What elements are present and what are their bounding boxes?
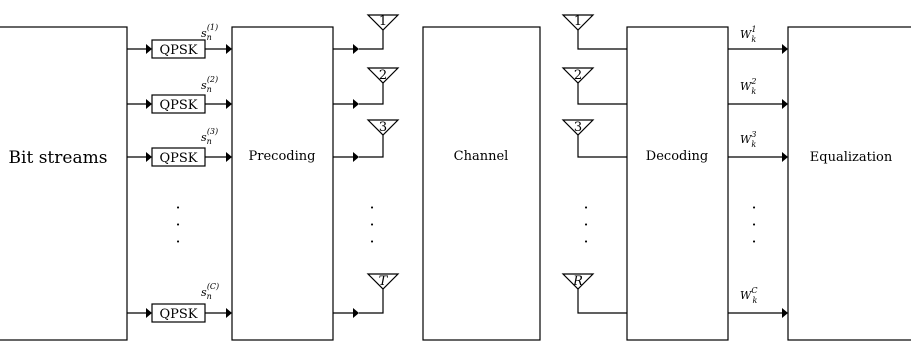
antenna-label: 1 bbox=[378, 14, 388, 29]
antenna-label: T bbox=[378, 274, 388, 289]
qpsk-label: QPSK bbox=[159, 151, 198, 166]
svg-text:·: · bbox=[583, 198, 589, 217]
tx-antenna bbox=[333, 68, 398, 109]
output-label: $W^1$ k bbox=[740, 25, 757, 44]
output-label: $W^3$ k bbox=[740, 130, 757, 149]
qpsk-label: QPSK bbox=[159, 98, 198, 113]
tx-antenna bbox=[333, 274, 398, 318]
modulator-row bbox=[127, 23, 232, 58]
channel-label: Channel bbox=[453, 149, 509, 164]
svg-text:·: · bbox=[751, 232, 757, 251]
rx-antenna bbox=[563, 120, 627, 157]
antenna-label: 2 bbox=[378, 68, 388, 83]
ellipsis bbox=[751, 198, 756, 251]
svg-text:·: · bbox=[751, 198, 757, 217]
equalization-block bbox=[788, 27, 911, 340]
svg-text:·: · bbox=[369, 198, 375, 217]
svg-text:·: · bbox=[583, 232, 589, 251]
decoding-label: Decoding bbox=[645, 149, 709, 164]
svg-text:·: · bbox=[369, 215, 375, 234]
channel-block bbox=[423, 27, 540, 340]
antenna-label: 2 bbox=[573, 68, 583, 83]
rx-antenna bbox=[563, 68, 627, 104]
ellipsis bbox=[175, 198, 180, 251]
output-row bbox=[728, 286, 788, 318]
signal-label: $s_n(1)$ bbox=[201, 23, 219, 42]
rx-antenna bbox=[563, 14, 627, 49]
rx-antenna bbox=[563, 274, 627, 313]
svg-text:·: · bbox=[583, 215, 589, 234]
decoding-block bbox=[627, 27, 728, 340]
antenna-label: R bbox=[573, 274, 583, 289]
signal-label: $s_n(3)$ bbox=[201, 127, 219, 146]
output-label: $W^2$ k bbox=[740, 77, 757, 96]
signal-label: $s_n(C)$ bbox=[201, 282, 220, 301]
antenna-label: 1 bbox=[573, 14, 583, 29]
ellipsis bbox=[583, 198, 588, 251]
antenna-label: 3 bbox=[573, 120, 583, 135]
antenna-label: 3 bbox=[378, 120, 388, 135]
tx-antenna bbox=[333, 120, 398, 162]
svg-text:·: · bbox=[751, 215, 757, 234]
output-row bbox=[728, 25, 788, 54]
tx-antenna bbox=[333, 14, 398, 54]
precoding-block bbox=[232, 27, 333, 340]
bit-streams-label: Bit streams bbox=[8, 148, 108, 168]
equalization-label: Equalization bbox=[809, 150, 893, 165]
svg-text:·: · bbox=[175, 232, 181, 251]
ellipsis bbox=[369, 198, 374, 251]
bit-streams-block bbox=[0, 27, 127, 340]
modulator-row bbox=[127, 127, 232, 166]
modulator-row bbox=[127, 75, 232, 113]
svg-text:·: · bbox=[175, 215, 181, 234]
svg-text:·: · bbox=[175, 198, 181, 217]
modulator-row bbox=[127, 282, 232, 322]
signal-label: $s_n(2)$ bbox=[201, 75, 219, 94]
precoding-label: Precoding bbox=[248, 149, 316, 164]
output-row bbox=[728, 130, 788, 162]
output-label: $W^C$ k bbox=[740, 286, 758, 305]
svg-text:·: · bbox=[369, 232, 375, 251]
qpsk-label: QPSK bbox=[159, 43, 198, 58]
output-row bbox=[728, 77, 788, 109]
qpsk-label: QPSK bbox=[159, 307, 198, 322]
